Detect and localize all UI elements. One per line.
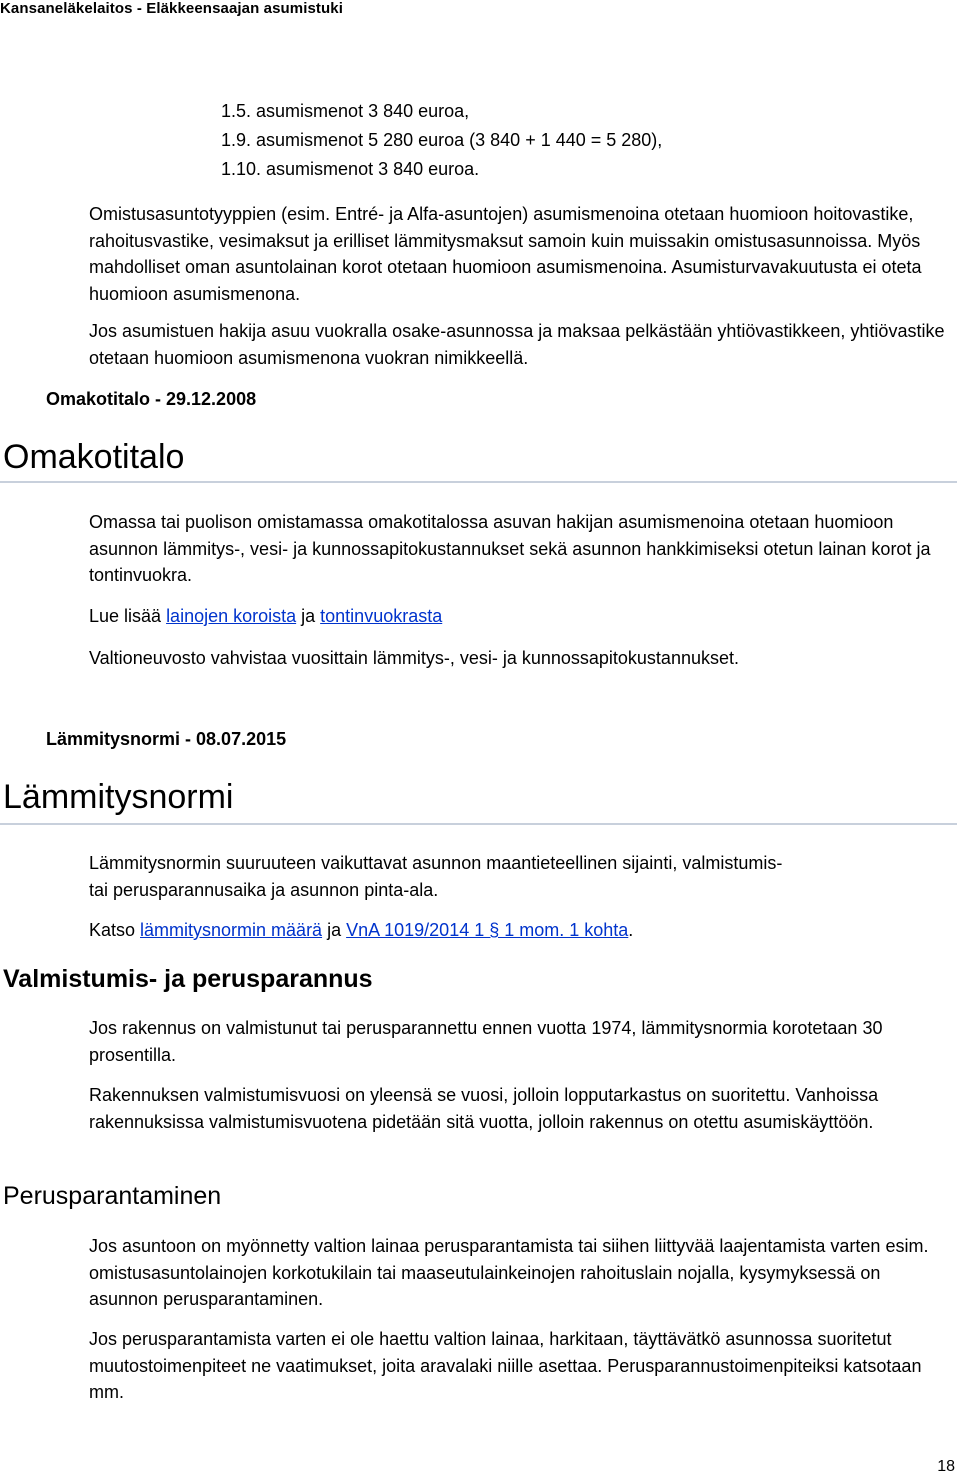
link-vna-decree[interactable]: VnA 1019/2014 1 § 1 mom. 1 kohta	[346, 920, 629, 940]
list-item: 1.5. asumismenot 3 840 euroa,	[221, 101, 470, 121]
omakotitalo-heading: Omakotitalo	[3, 438, 185, 476]
link-loan-interest[interactable]: lainojen koroista	[166, 606, 297, 626]
see-prefix: Katso	[89, 920, 141, 940]
read-more-and: ja	[296, 606, 321, 626]
perusparantaminen-paragraph-2: Jos perusparantamista varten ei ole haettu valtion lainaa, harkitaan, täyttävätkö asunnossa suoritetut muutostoimenpiteet ne vaatimukset, joita aravalaki niille asettaa. Perusparannustoimenpiteiksi katsotaan mm.	[89, 1329, 922, 1402]
paragraph-line: tai perusparannusaika ja asunnon pinta-ala.	[89, 879, 439, 900]
running-header: Kansaneläkelaitos - Eläkkeensaajan asumistuki	[0, 0, 344, 17]
paragraph-line: Lämmitysnormin suuruuteen vaikuttavat asunnon maantieteellinen sijainti, valmistumis-	[89, 853, 783, 873]
valmistumis-heading: Valmistumis- ja perusparannus	[3, 965, 373, 993]
link-heating-norm-amount[interactable]: lämmitysnormin määrä	[140, 920, 323, 940]
omakotitalo-date-heading: Omakotitalo - 29.12.2008	[46, 389, 257, 409]
lammitysnormi-date-heading: Lämmitysnormi - 08.07.2015	[46, 729, 287, 749]
page-number: 18	[937, 1458, 955, 1475]
read-more-prefix: Lue lisää	[89, 606, 167, 626]
see-suffix: .	[628, 920, 634, 940]
date-list	[221, 97, 662, 184]
list-item: 1.10. asumismenot 3 840 euroa.	[221, 159, 480, 179]
lammitysnormi-paragraph-1	[89, 850, 949, 903]
omakotitalo-paragraph-1: Omassa tai puolison omistamassa omakotitalossa asuvan hakijan asumismenoina otetaan huomioon asunnon lämmitys-, vesi- ja kunnossapitokustannukset sekä asunnon hankkimiseksi otetun lainan korot ja tontinvuokra.	[89, 512, 931, 585]
intro-paragraph-1: Omistusasuntotyyppien (esim. Entré- ja Alfa-asuntojen) asumismenoina otetaan huomioon hoitovastike, rahoitusvastike, vesimaksut ja erilliset lämmitysmaksut samoin kuin muissakin omistusasunnoissa. Myös mahdolliset oman asuntolainan korot otetaan huomioon asumismenoina. Asumisturvavakuutusta ei oteta huomioon asumismenona.	[89, 204, 922, 304]
perusparantaminen-paragraph-1: Jos asuntoon on myönnetty valtion lainaa perusparantamista tai siihen liittyvää laajentamista varten esim. omistusasuntolainojen korkotukilain tai maaseutulainkeinojen rahoituslain nojalla, kysymyksessä on asunnon perusparantaminen.	[89, 1236, 929, 1309]
valmistumis-paragraph-1: Jos rakennus on valmistunut tai perusparannettu ennen vuotta 1974, lämmitysnormia korotetaan 30 prosentilla.	[89, 1018, 883, 1065]
perusparantaminen-heading: Perusparantaminen	[3, 1182, 222, 1210]
heading-divider	[0, 823, 957, 825]
valmistumis-paragraph-2: Rakennuksen valmistumisvuosi on yleensä se vuosi, jolloin lopputarkastus on suoritettu. Vanhoissa rakennuksissa valmistumisvuotena pidetään sitä vuotta, jolloin rakennus on otettu asumiskäyttöön.	[89, 1085, 879, 1132]
heading-divider	[0, 481, 957, 483]
intro-paragraph-2: Jos asumistuen hakija asuu vuokralla osake-asunnossa ja maksaa pelkästään yhtiövastikkeen, yhtiövastike otetaan huomioon asumismenona vuokran nimikkeellä.	[89, 321, 945, 368]
link-plot-rent[interactable]: tontinvuokrasta	[320, 606, 443, 626]
lammitysnormi-heading: Lämmitysnormi	[3, 778, 234, 816]
omakotitalo-paragraph-3: Valtioneuvosto vahvistaa vuosittain lämmitys-, vesi- ja kunnossapitokustannukset.	[89, 648, 739, 668]
list-item: 1.9. asumismenot 5 280 euroa (3 840 + 1 440 = 5 280),	[221, 130, 663, 150]
read-more-paragraph	[89, 603, 949, 630]
see-also-paragraph	[89, 917, 949, 944]
see-and: ja	[322, 920, 347, 940]
